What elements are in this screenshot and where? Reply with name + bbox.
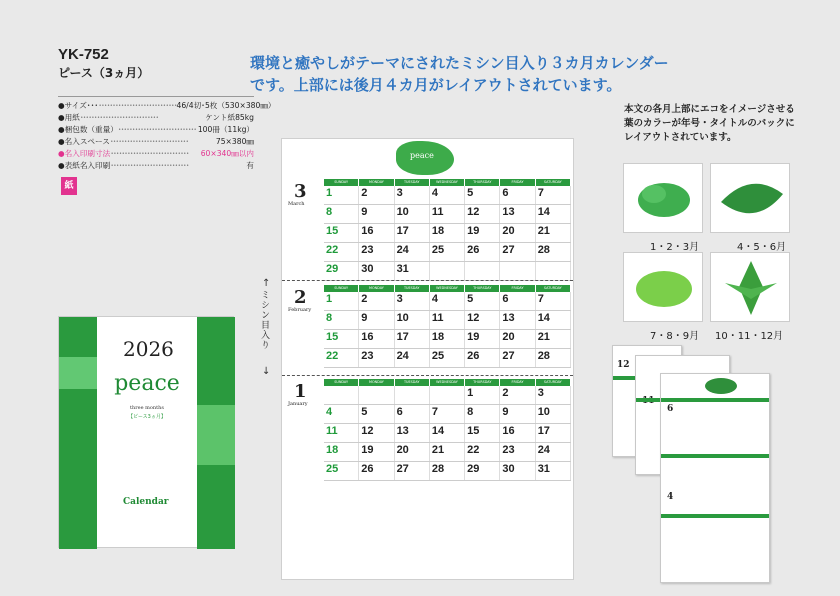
spec-value: ケント紙85kg (205, 113, 254, 122)
spec-value: 60×340㎜以内 (200, 149, 254, 158)
weekday-label: THURSDAY (465, 179, 500, 186)
spec-leader: ････････････････････････････ (79, 113, 159, 122)
mini-calendar (466, 143, 524, 175)
week-row (324, 186, 571, 205)
day-cell (395, 386, 430, 404)
thumb-caption: 4・5・6月 (737, 242, 787, 253)
day-cell: 1 (324, 292, 359, 310)
leaf-thumb-2 (710, 163, 790, 233)
day-cell: 21 (536, 330, 571, 348)
day-cell: 25 (430, 243, 465, 261)
spec-leader: ････････････････････････････ (110, 149, 189, 158)
day-cell: 25 (430, 349, 465, 367)
spec-label: ●梱包数（重量） (58, 125, 118, 134)
day-cell: 31 (536, 462, 571, 480)
day-cell: 1 (465, 386, 500, 404)
day-cell (430, 386, 465, 404)
spec-label: ●用紙 (58, 113, 80, 122)
day-cell: 12 (465, 205, 500, 223)
day-cell: 5 (359, 405, 394, 423)
day-cell: 10 (395, 205, 430, 223)
day-cell: 11 (430, 205, 465, 223)
thumb-caption: 10・11・12月 (715, 331, 784, 342)
day-cell: 4 (430, 292, 465, 310)
spec-leader: ････････････････････････････ (98, 101, 177, 110)
day-cell: 28 (536, 243, 571, 261)
spec-label: ●名入印刷寸法 (58, 149, 111, 158)
day-cell: 6 (500, 186, 535, 204)
day-cell: 30 (500, 462, 535, 480)
day-cell: 30 (359, 262, 394, 280)
month-name: February (288, 307, 312, 313)
day-cell: 18 (430, 224, 465, 242)
day-cell: 3 (395, 292, 430, 310)
headline-line-1: 環境と癒やしがテーマにされたミシン目入り３カ月カレンダー (250, 54, 669, 72)
mini-sheet-number: 6 (667, 404, 674, 414)
cover-year: 2026 (123, 337, 174, 361)
day-cell: 28 (536, 349, 571, 367)
spec-row (58, 124, 254, 136)
weekday-label: TUESDAY (395, 179, 430, 186)
day-cell: 28 (430, 462, 465, 480)
cover-green-band-left (59, 317, 97, 549)
day-cell: 26 (465, 349, 500, 367)
weekday-label: SUNDAY (324, 285, 359, 292)
cover-calendar-label: Calendar (123, 497, 169, 507)
weekday-label: SUNDAY (324, 179, 359, 186)
cover-subtitle-jp: 【ピース3ヵ月】 (128, 414, 166, 420)
model-number: YK-752 (58, 46, 109, 63)
weekday-label: SUNDAY (324, 379, 359, 386)
month-label (282, 179, 324, 281)
month-block (282, 285, 573, 368)
month-label (282, 285, 324, 368)
day-cell: 23 (500, 443, 535, 461)
mini-sheet-front (660, 373, 770, 583)
spec-list (58, 96, 276, 172)
day-cell: 10 (536, 405, 571, 423)
arrow-icon: ↑ (262, 278, 271, 289)
cover-green-block (59, 357, 97, 389)
day-cell: 15 (324, 330, 359, 348)
weekday-label: WEDNESDAY (430, 379, 465, 386)
day-cell: 23 (359, 349, 394, 367)
weekday-label: FRIDAY (500, 285, 535, 292)
day-cell: 8 (324, 205, 359, 223)
weekday-header (324, 379, 571, 386)
day-cell: 6 (395, 405, 430, 423)
brand-label: peace (410, 151, 434, 160)
weekday-label: FRIDAY (500, 179, 535, 186)
weekday-label: SATURDAY (536, 285, 571, 292)
leaf-header (396, 141, 454, 175)
cover-title: peace (114, 371, 180, 396)
day-cell: 22 (465, 443, 500, 461)
day-cell (359, 386, 394, 404)
week-row (324, 224, 571, 243)
day-cell (465, 262, 500, 280)
day-cell: 26 (359, 462, 394, 480)
day-cell: 27 (500, 349, 535, 367)
leaf-thumb-1 (623, 163, 703, 233)
day-cell: 7 (536, 292, 571, 310)
day-cell: 15 (465, 424, 500, 442)
day-cell: 2 (359, 186, 394, 204)
leaf-thumb-3 (623, 252, 703, 322)
perforation-label: ミシン目入り (259, 290, 269, 350)
headline (250, 52, 669, 96)
day-cell: 20 (500, 330, 535, 348)
day-cell: 17 (395, 330, 430, 348)
spec-value: 100冊（11kg） (197, 125, 254, 134)
weekday-header (324, 179, 571, 186)
leaf-thumb-4 (710, 252, 790, 322)
day-cell: 25 (324, 462, 359, 480)
day-cell: 24 (395, 349, 430, 367)
day-cell (536, 262, 571, 280)
day-cell: 23 (359, 243, 394, 261)
paper-badge: 紙 (61, 177, 77, 195)
week-row (324, 243, 571, 262)
weekday-label: WEDNESDAY (430, 285, 465, 292)
cover-subtitle: three months (130, 405, 164, 411)
mini-sheet-number: 4 (667, 492, 674, 502)
cover-image (58, 316, 234, 548)
day-cell: 29 (324, 262, 359, 280)
mini-calendar (526, 143, 584, 175)
weekday-label: THURSDAY (465, 285, 500, 292)
week-row (324, 292, 571, 311)
day-cell: 10 (395, 311, 430, 329)
weekday-label: MONDAY (359, 285, 394, 292)
spec-leader: ････････････････････････････ (110, 161, 189, 170)
mini-strip (661, 398, 769, 402)
day-cell: 2 (359, 292, 394, 310)
day-cell (500, 262, 535, 280)
day-cell (324, 386, 359, 404)
week-row (324, 262, 571, 281)
weekday-label: WEDNESDAY (430, 179, 465, 186)
day-cell: 8 (465, 405, 500, 423)
weekday-label: THURSDAY (465, 379, 500, 386)
day-cell: 3 (395, 186, 430, 204)
spec-leader: ････････････････････････････ (117, 125, 197, 134)
arrow-icon: ↓ (262, 366, 271, 377)
day-cell: 17 (536, 424, 571, 442)
day-cell: 16 (500, 424, 535, 442)
day-cell: 21 (430, 443, 465, 461)
month-label (282, 379, 324, 481)
spec-row (58, 148, 254, 160)
week-row (324, 205, 571, 224)
day-cell: 22 (324, 243, 359, 261)
day-cell: 14 (536, 205, 571, 223)
leaf-icon (711, 164, 791, 234)
month-number: 3 (294, 181, 307, 202)
month-block (282, 179, 573, 281)
day-cell: 3 (536, 386, 571, 404)
mini-strip (661, 454, 769, 458)
day-cell: 15 (324, 224, 359, 242)
day-cell: 26 (465, 243, 500, 261)
week-row (324, 349, 571, 368)
day-cell: 19 (359, 443, 394, 461)
spec-label: ●名入スペース (58, 137, 110, 146)
thumb-caption: 7・8・9月 (650, 331, 700, 342)
day-cell: 14 (430, 424, 465, 442)
spec-row (58, 160, 254, 172)
day-cell: 31 (395, 262, 430, 280)
day-cell: 9 (359, 311, 394, 329)
day-cell: 8 (324, 311, 359, 329)
week-row (324, 462, 571, 481)
day-cell: 20 (395, 443, 430, 461)
day-cell: 2 (500, 386, 535, 404)
spec-value: 75×380㎜ (215, 137, 254, 146)
product-name: ピース（3ヵ月） (58, 66, 150, 80)
day-cell: 19 (465, 224, 500, 242)
day-cell: 9 (500, 405, 535, 423)
calendar-sheet (281, 138, 574, 580)
weekday-label: SATURDAY (536, 379, 571, 386)
leaf-icon (701, 376, 741, 396)
weekday-label: TUESDAY (395, 285, 430, 292)
day-cell: 17 (395, 224, 430, 242)
day-cell: 19 (465, 330, 500, 348)
leaf-icon (624, 253, 704, 323)
day-cell: 24 (395, 243, 430, 261)
description-note: 本文の各月上部にエコをイメージさせる葉のカラーが年号・タイトルのバックにレイアウトされています。 (624, 104, 795, 143)
day-cell: 21 (536, 224, 571, 242)
month-name: March (288, 201, 305, 207)
spec-leader: ････････････････････････････ (109, 137, 189, 146)
month-name: January (288, 401, 308, 407)
perforation-line (282, 375, 573, 376)
spec-row (58, 100, 276, 112)
day-cell: 18 (324, 443, 359, 461)
day-cell: 4 (430, 186, 465, 204)
spec-label: ●サイズ･･･ (58, 101, 99, 110)
headline-line-2: です。上部には後月４カ月がレイアウトされています。 (250, 76, 622, 94)
day-cell: 13 (500, 205, 535, 223)
mini-strip (661, 514, 769, 518)
mini-calendar (286, 143, 344, 175)
month-number: 2 (294, 287, 307, 308)
day-cell: 11 (430, 311, 465, 329)
spec-value: 有 (246, 161, 254, 170)
weekday-label: SATURDAY (536, 179, 571, 186)
week-row (324, 424, 571, 443)
day-cell: 16 (359, 224, 394, 242)
week-row (324, 311, 571, 330)
day-cell: 7 (430, 405, 465, 423)
day-cell: 4 (324, 405, 359, 423)
day-cell: 22 (324, 349, 359, 367)
day-cell: 24 (536, 443, 571, 461)
weekday-label: MONDAY (359, 379, 394, 386)
cover-green-block-right (197, 405, 235, 465)
day-cell: 29 (465, 462, 500, 480)
day-cell: 6 (500, 292, 535, 310)
week-row (324, 386, 571, 405)
week-row (324, 405, 571, 424)
month-block (282, 379, 573, 481)
month-grid (324, 285, 571, 368)
month-number: 1 (294, 381, 307, 402)
day-cell: 1 (324, 186, 359, 204)
day-cell: 12 (359, 424, 394, 442)
spec-value: 46/4切･5枚（530×380㎜） (176, 101, 276, 110)
week-row (324, 330, 571, 349)
weekday-label: FRIDAY (500, 379, 535, 386)
spec-label: ●表紙名入印刷 (58, 161, 111, 170)
leaf-icon (624, 164, 704, 234)
day-cell: 13 (395, 424, 430, 442)
perforation-line (282, 280, 573, 281)
leaf-icon (711, 253, 791, 323)
month-grid (324, 179, 571, 281)
weekday-label: TUESDAY (395, 379, 430, 386)
day-cell: 5 (465, 186, 500, 204)
month-grid (324, 379, 571, 481)
weekday-header (324, 285, 571, 292)
day-cell: 9 (359, 205, 394, 223)
day-cell: 13 (500, 311, 535, 329)
day-cell (430, 262, 465, 280)
thumb-caption: 1・2・3月 (650, 242, 700, 253)
day-cell: 27 (500, 243, 535, 261)
mini-sheet-number: 12 (617, 360, 630, 370)
day-cell: 12 (465, 311, 500, 329)
day-cell: 18 (430, 330, 465, 348)
day-cell: 20 (500, 224, 535, 242)
day-cell: 27 (395, 462, 430, 480)
day-cell: 14 (536, 311, 571, 329)
day-cell: 11 (324, 424, 359, 442)
week-row (324, 443, 571, 462)
spec-row (58, 112, 254, 124)
weekday-label: MONDAY (359, 179, 394, 186)
day-cell: 5 (465, 292, 500, 310)
day-cell: 16 (359, 330, 394, 348)
spec-row (58, 136, 254, 148)
day-cell: 7 (536, 186, 571, 204)
